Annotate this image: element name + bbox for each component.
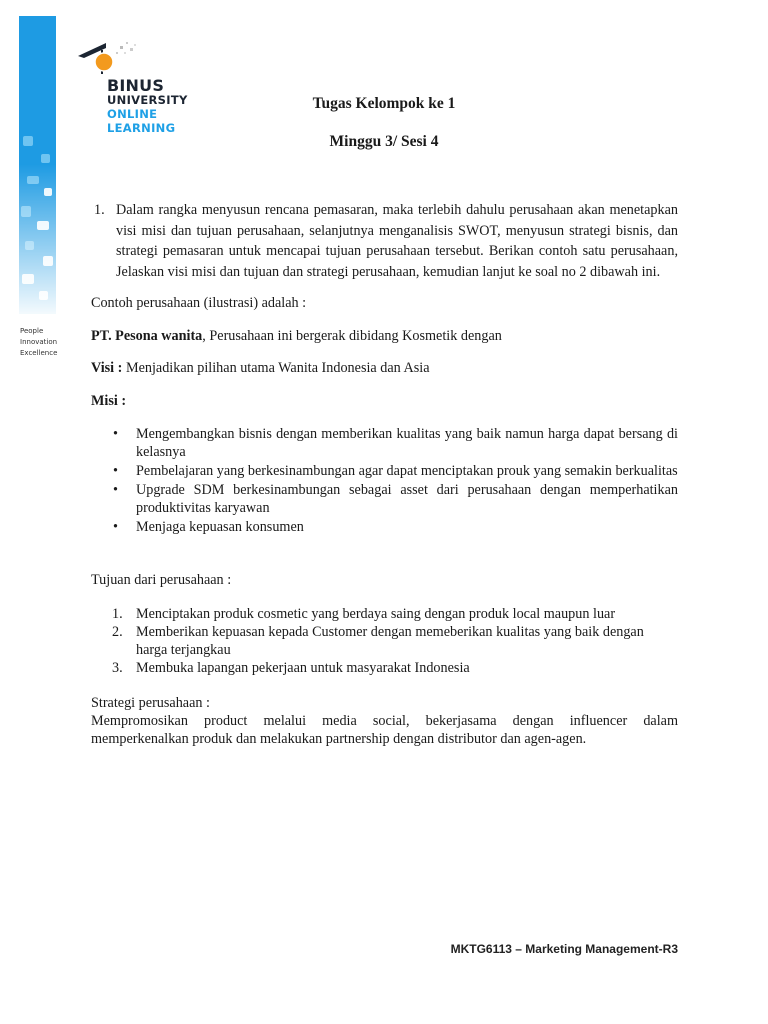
example-intro: Contoh perusahaan (ilustrasi) adalah :: [91, 295, 307, 311]
question-item: [91, 200, 678, 282]
tagline: [20, 326, 80, 359]
tagline-excellence: Excellence: [20, 349, 58, 357]
strategi-label: Strategi perusahaan :: [91, 694, 210, 711]
list-item: 3. Membuka lapangan pekerjaan untuk masyarakat Indonesia: [112, 659, 470, 676]
visi-label: Visi :: [91, 360, 123, 376]
logo-online: ONLINE: [107, 107, 158, 121]
misi-list: [91, 425, 678, 536]
tujuan-list: [91, 605, 678, 677]
logo-binus: BINUS: [107, 76, 165, 95]
visi-text: Menjadikan pilihan utama Wanita Indonesia dan Asia: [122, 360, 430, 376]
binus-logo: [72, 38, 192, 142]
decorative-stripe: [19, 16, 56, 314]
logo-university: UNIVERSITY: [107, 93, 188, 107]
list-item: 1. Menciptakan produk cosmetic yang berdaya saing dengan produk local maupun luar: [112, 605, 616, 622]
document-body: [91, 200, 678, 748]
question-text: Dalam rangka menyusun rencana pemasaran, maka terlebih dahulu perusahaan akan menetapkan visi misi dan tujuan perusahaan, selanjutnya menganalisis SWOT, menyusun strategi bisnis, dan strategi pemasaran untuk mencapai tujuan perusahaan tersebut. Berikan contoh satu perusahaan, Jelaskan visi misi dan tujuan dan strategi perusahaan, kemudian lanjut ke soal no 2 dibawah ini.: [116, 202, 678, 280]
tujuan-label: Tujuan dari perusahaan :: [91, 572, 232, 588]
page-title: Tugas Kelompok ke 1: [312, 95, 456, 112]
company-name: PT. Pesona wanita: [91, 327, 203, 344]
misi-label: Misi :: [91, 392, 127, 409]
list-item: • Menjaga kepuasan konsumen: [113, 519, 304, 535]
list-item: • Mengembangkan bisnis dengan memberikan kualitas yang baik namun harga dapat bersang di kelasnya: [113, 426, 678, 460]
tagline-people: People: [20, 327, 44, 335]
list-item: 2. Memberikan kepuasan kepada Customer dengan memeberikan kualitas yang baik dengan harga terjangkau: [112, 623, 644, 658]
course-footer: MKTG6113 – Marketing Management-R3: [450, 942, 678, 956]
strategi-text: Mempromosikan product melalui media social, bekerjasama dengan influencer dalam memperkenalkan produk dan melakukan partnership dengan distributor dan agen-agen.: [91, 712, 678, 747]
list-item: • Upgrade SDM berkesinambungan sebagai asset dari perusahaan dengan memperhatikan produktivitas karyawan: [113, 482, 678, 516]
company-desc: , Perusahaan ini bergerak dibidang Kosmetik dengan: [202, 327, 502, 344]
logo-learning: LEARNING: [107, 121, 176, 135]
list-item: • Pembelajaran yang berkesinambungan agar dapat menciptakan prouk yang semakin berkualitas: [113, 463, 678, 479]
question-number: 1.: [94, 202, 105, 218]
page-subtitle: Minggu 3/ Sesi 4: [329, 133, 439, 150]
visi-line: [91, 358, 678, 379]
company-line: [91, 326, 678, 347]
tagline-innovation: Innovation: [20, 338, 58, 346]
